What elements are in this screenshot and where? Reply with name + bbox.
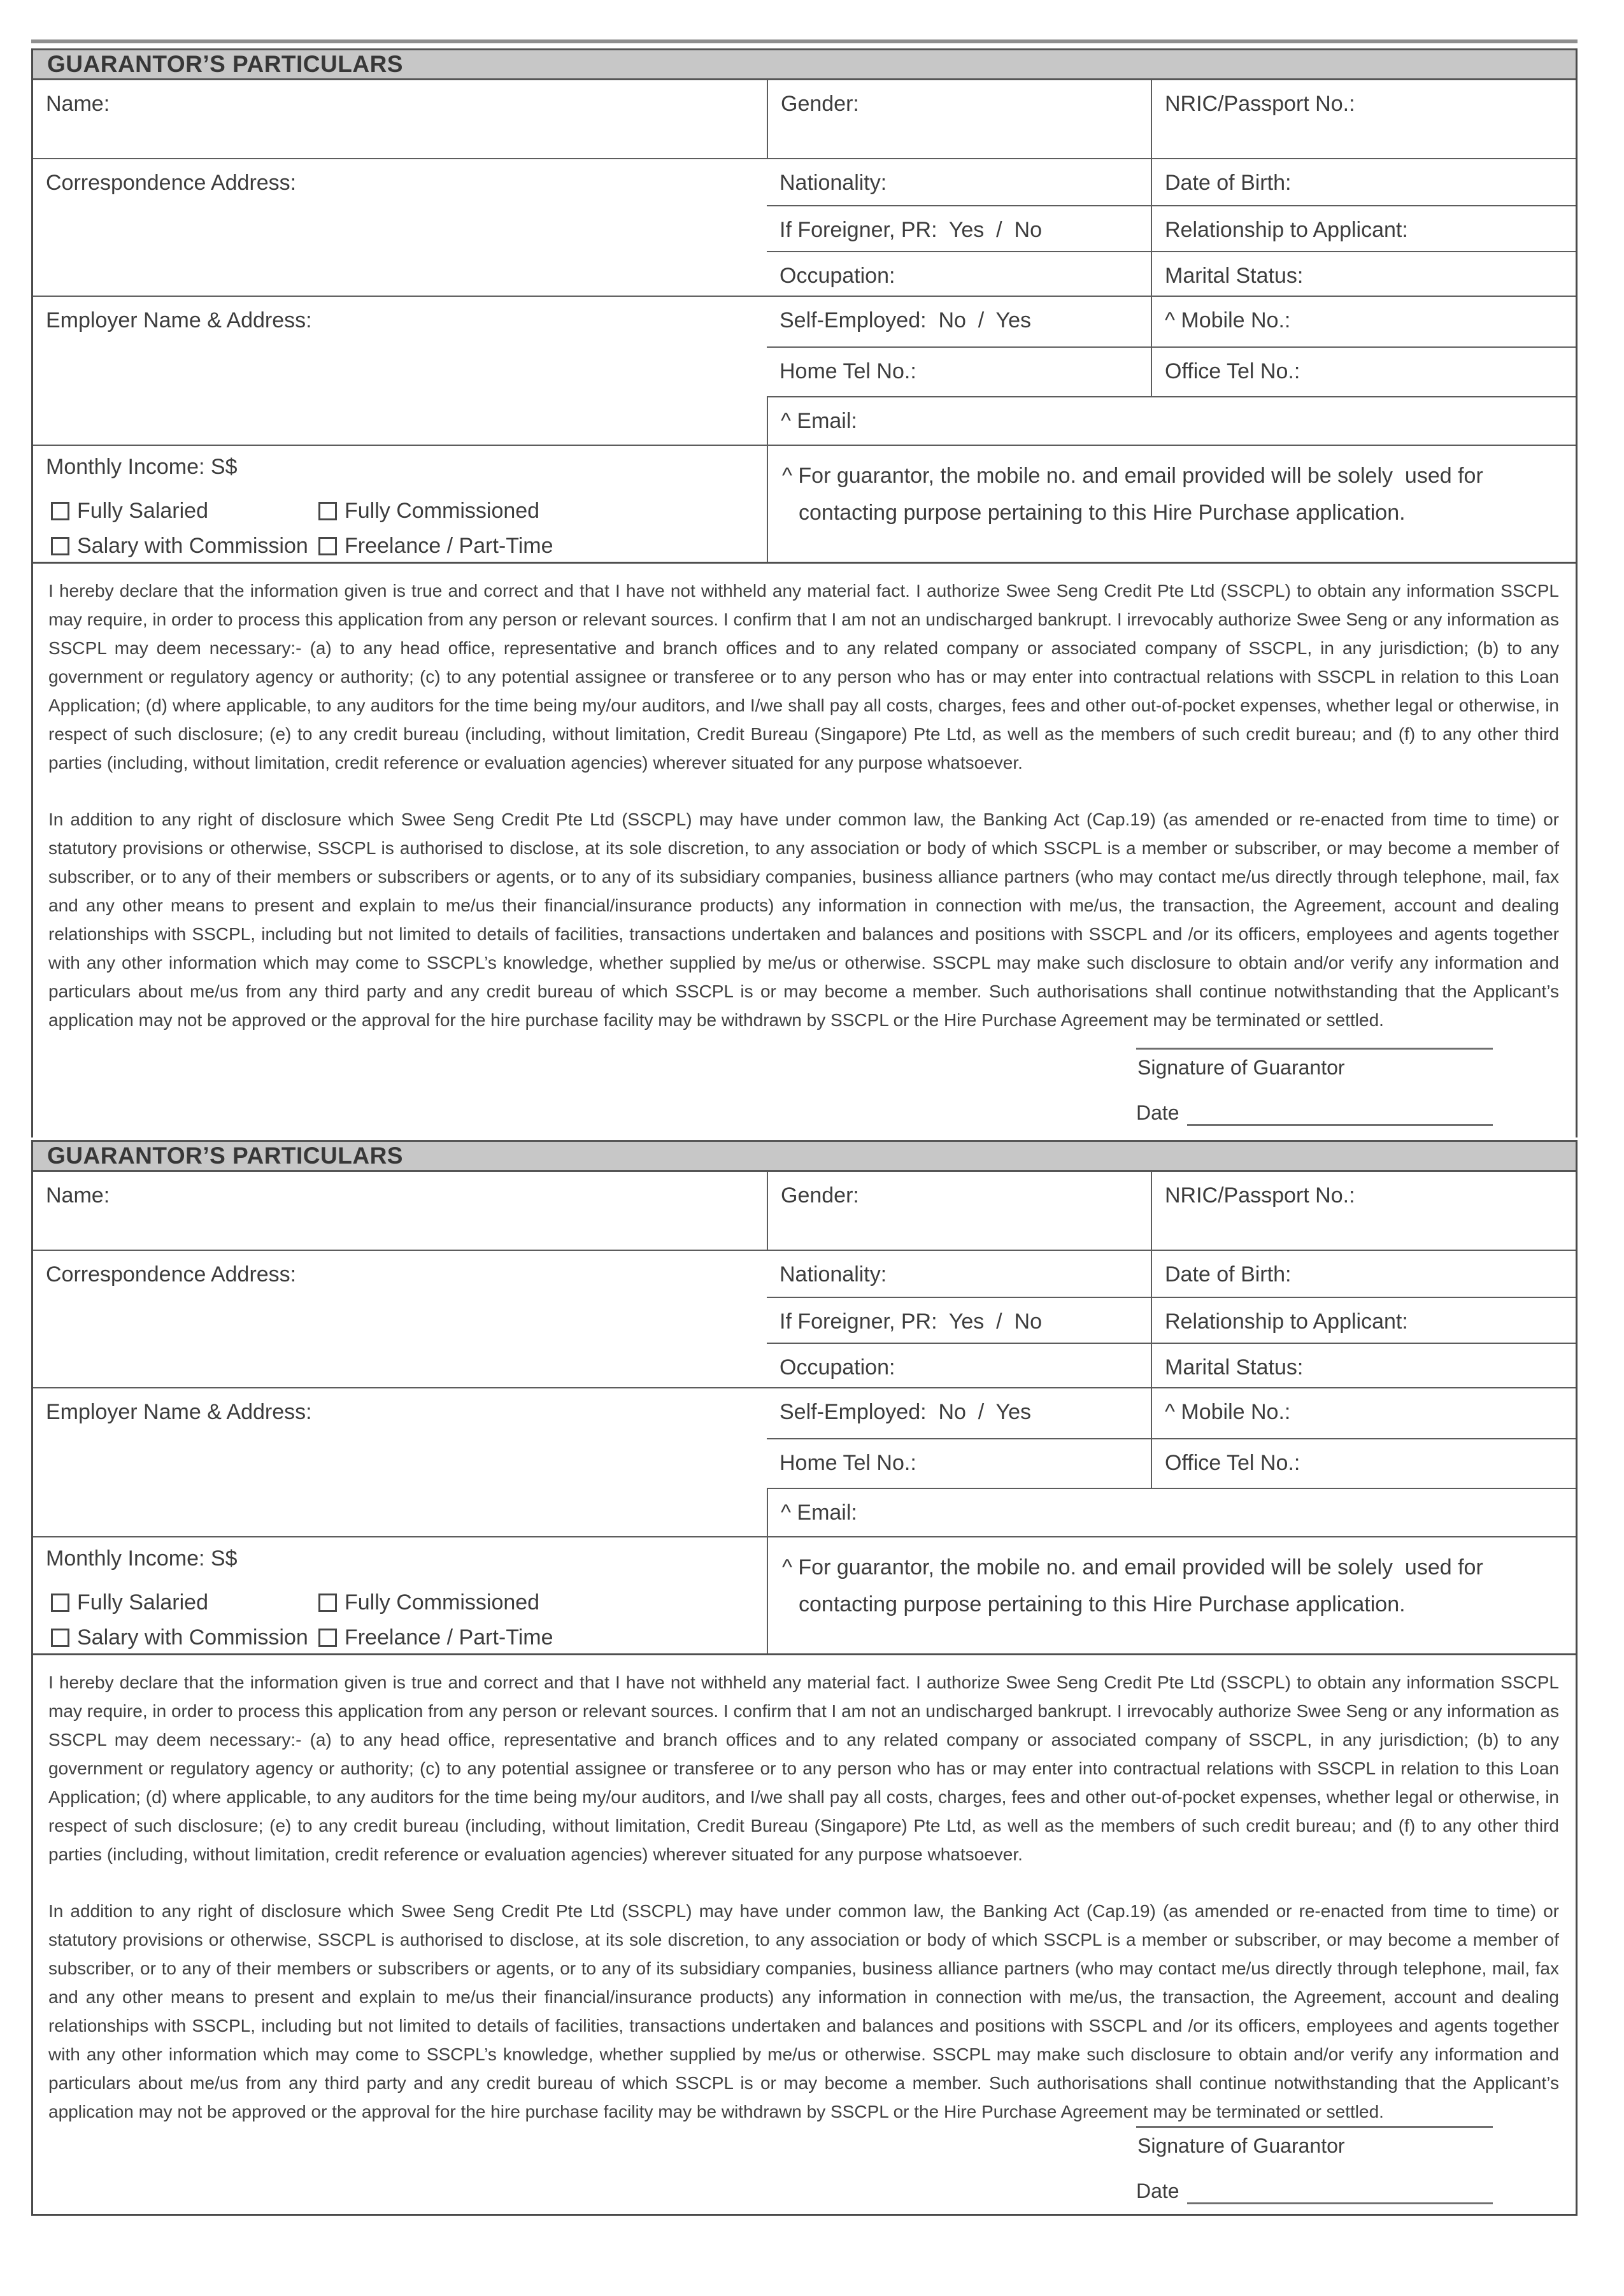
employer-cell	[33, 297, 767, 445]
self-employed-cell	[767, 297, 1151, 346]
monthly-income-cell	[33, 1537, 767, 1653]
correspondence-address-cell	[33, 1251, 767, 1387]
office-tel-label: Office Tel No.:	[1165, 1451, 1300, 1475]
email-label: ^ Email:	[781, 409, 857, 433]
signature-line	[1136, 1048, 1493, 1050]
occupation-cell	[767, 252, 1151, 297]
nric-cell	[1151, 80, 1576, 158]
employer-subgrid	[767, 1388, 1576, 1536]
correspondence-address-cell	[33, 159, 767, 296]
fully-salaried-checkbox[interactable]	[51, 1594, 69, 1612]
signature-block	[1136, 2126, 1493, 2204]
guarantor-section-1	[31, 48, 1578, 1137]
fully-commissioned-label: Fully Commissioned	[345, 499, 540, 523]
marital-status-label: Marital Status:	[1165, 264, 1304, 288]
employer-cell	[33, 1388, 767, 1536]
guarantor-form	[31, 39, 1578, 2216]
guarantor-note-text: ^ For guarantor, the mobile no. and email provided will be solely used for contacting purpose pertaining to this Hire Purchase application.	[782, 464, 1490, 525]
mobile-label: ^ Mobile No.:	[1165, 1400, 1291, 1424]
income-type-checkbox-group	[51, 499, 760, 559]
date-label: Date	[1136, 1101, 1179, 1124]
fully-commissioned-label: Fully Commissioned	[345, 1590, 540, 1615]
gender-cell	[767, 1172, 1151, 1250]
fully-salaried-checkbox[interactable]	[51, 502, 69, 520]
nationality-label: Nationality:	[780, 171, 887, 195]
dob-cell	[1151, 1251, 1576, 1297]
occupation-label: Occupation:	[780, 264, 895, 288]
nric-cell	[1151, 1172, 1576, 1250]
address-subgrid	[767, 1251, 1576, 1387]
email-cell	[767, 397, 1576, 446]
salary-with-commission-checkbox[interactable]	[51, 1629, 69, 1647]
marital-status-cell	[1151, 1344, 1576, 1388]
monthly-income-label: Monthly Income: S$	[46, 1546, 238, 1571]
gender-cell	[767, 80, 1151, 158]
occupation-cell	[767, 1344, 1151, 1388]
signature-label: Signature of Guarantor	[1137, 2134, 1345, 2157]
name-cell	[33, 1172, 767, 1250]
date-line	[1187, 2183, 1493, 2204]
home-tel-cell	[767, 348, 1151, 396]
dob-label: Date of Birth:	[1165, 171, 1292, 195]
checkbox-item-salary-with-commission	[51, 534, 318, 559]
checkbox-item-fully-commissioned	[318, 1590, 760, 1615]
signature-block	[1136, 1048, 1493, 1126]
fully-commissioned-checkbox[interactable]	[318, 1594, 337, 1612]
employer-subgrid	[767, 297, 1576, 445]
correspondence-address-label: Correspondence Address:	[46, 1262, 297, 1287]
nationality-label: Nationality:	[780, 1262, 887, 1287]
freelance-part-time-label: Freelance / Part-Time	[345, 1625, 553, 1650]
section-header	[33, 1140, 1576, 1172]
home-tel-label: Home Tel No.:	[780, 359, 916, 383]
row-selfemployed-mobile	[767, 1388, 1576, 1438]
employer-label: Employer Name & Address:	[46, 308, 312, 332]
date-label: Date	[1136, 2179, 1179, 2202]
name-label: Name:	[46, 92, 110, 116]
income-type-checkbox-group	[51, 1590, 760, 1650]
office-tel-cell	[1151, 348, 1576, 396]
row-employer-block	[33, 1387, 1576, 1536]
nric-label: NRIC/Passport No.:	[1165, 1183, 1355, 1208]
declaration-block	[33, 562, 1576, 1137]
declaration-paragraph-1: I hereby declare that the information given is true and correct and that I have not withheld any material fact. I authorize Swee Seng Credit Pte Ltd (SSCPL) to obtain any information SSCPL may require, in order to process this application from any person or relevant sources. I confirm that I am not an undischarged bankrupt. I irrevocably authorize Swee Seng or any information as SSCPL may deem necessary:- (a) to any head office, representative and branch offices and to any related company or associated company of SSCPL, in any jurisdiction; (b) to any government or regulatory agency or authority; (c) to any potential assignee or transferee or to any person who has or may enter into contractual relations with SSCPL in relation to this Loan Application; (d) where applicable, to any auditors for the time being my/our auditors, and I/we shall pay all costs, charges, fees and other out-of-pocket expenses, whether legal or otherwise, in respect of such disclosure; (e) to any credit bureau (including, without limitation, Credit Bureau (Singapore) Pte Ltd, as well as the members of such credit bureau; and (f) to any other third parties (including, without limitation, credit reference or evaluation agencies) wherever situated for any purpose whatsoever.	[48, 1672, 1559, 1864]
relationship-label: Relationship to Applicant:	[1165, 1309, 1408, 1334]
self-employed-label: Self-Employed: No / Yes	[780, 1400, 1031, 1424]
monthly-income-label: Monthly Income: S$	[46, 455, 238, 479]
row-email	[767, 396, 1576, 446]
salary-with-commission-checkbox[interactable]	[51, 537, 69, 555]
address-subgrid	[767, 159, 1576, 296]
mobile-cell	[1151, 1388, 1576, 1438]
fully-commissioned-checkbox[interactable]	[318, 502, 337, 520]
checkbox-item-freelance-part-time	[318, 1625, 760, 1650]
row-foreigner-relationship	[767, 205, 1576, 251]
home-tel-label: Home Tel No.:	[780, 1451, 916, 1475]
employer-label: Employer Name & Address:	[46, 1400, 312, 1424]
name-cell	[33, 80, 767, 158]
office-tel-cell	[1151, 1439, 1576, 1488]
row-name-gender-nric	[33, 80, 1576, 158]
checkbox-item-fully-commissioned	[318, 499, 760, 524]
foreigner-pr-label: If Foreigner, PR: Yes / No	[780, 218, 1042, 242]
dob-label: Date of Birth:	[1165, 1262, 1292, 1287]
checkbox-item-fully-salaried	[51, 1590, 318, 1615]
signature-label: Signature of Guarantor	[1137, 1056, 1345, 1079]
mobile-cell	[1151, 297, 1576, 346]
row-income-note	[33, 1536, 1576, 1653]
declaration-paragraph-1: I hereby declare that the information given is true and correct and that I have not withheld any material fact. I authorize Swee Seng Credit Pte Ltd (SSCPL) to obtain any information SSCPL may require, in order to process this application from any person or relevant sources. I confirm that I am not an undischarged bankrupt. I irrevocably authorize Swee Seng or any information as SSCPL may deem necessary:- (a) to any head office, representative and branch offices and to any related company or associated company of SSCPL, in any jurisdiction; (b) to any government or regulatory agency or authority; (c) to any potential assignee or transferee or to any person who has or may enter into contractual relations with SSCPL in relation to this Loan Application; (d) where applicable, to any auditors for the time being my/our auditors, and I/we shall pay all costs, charges, fees and other out-of-pocket expenses, whether legal or otherwise, in respect of such disclosure; (e) to any credit bureau (including, without limitation, Credit Bureau (Singapore) Pte Ltd, as well as the members of such credit bureau; and (f) to any other third parties (including, without limitation, credit reference or evaluation agencies) wherever situated for any purpose whatsoever.	[48, 581, 1559, 773]
checkbox-item-freelance-part-time	[318, 534, 760, 559]
foreigner-pr-cell	[767, 1298, 1151, 1343]
date-row	[1136, 1101, 1493, 1126]
guarantor-note-text: ^ For guarantor, the mobile no. and email provided will be solely used for contacting purpose pertaining to this Hire Purchase application.	[782, 1555, 1490, 1616]
section-header-title: GUARANTOR’S PARTICULARS	[47, 51, 403, 77]
row-hometel-officetel	[767, 1438, 1576, 1488]
email-label: ^ Email:	[781, 1501, 857, 1525]
row-selfemployed-mobile	[767, 297, 1576, 346]
gender-label: Gender:	[781, 1183, 859, 1208]
checkbox-item-salary-with-commission	[51, 1625, 318, 1650]
monthly-income-cell	[33, 446, 767, 562]
foreigner-pr-label: If Foreigner, PR: Yes / No	[780, 1309, 1042, 1334]
home-tel-cell	[767, 1439, 1151, 1488]
date-line	[1187, 1104, 1493, 1126]
declaration-block	[33, 1653, 1576, 2214]
mobile-label: ^ Mobile No.:	[1165, 308, 1291, 332]
nric-label: NRIC/Passport No.:	[1165, 92, 1355, 116]
row-nationality-dob	[767, 1251, 1576, 1297]
row-employer-block	[33, 296, 1576, 445]
row-address-block	[33, 1250, 1576, 1387]
name-label: Name:	[46, 1183, 110, 1208]
marital-status-cell	[1151, 252, 1576, 297]
section-header-title: GUARANTOR’S PARTICULARS	[47, 1143, 403, 1169]
relationship-cell	[1151, 1298, 1576, 1343]
declaration-paragraph-2: In addition to any right of disclosure which Swee Seng Credit Pte Ltd (SSCPL) may have under common law, the Banking Act (Cap.19) (as amended or re-enacted from time to time) or statutory provisions or otherwise, SSCPL is authorised to disclose, at its sole discretion, to any association or body of which SSCPL is a member or subscriber, or may become a member of subscriber, or to any of their members or subscribers or agents, or to any of its subsidiary companies, business alliance partners (who may contact me/us directly through telephone, mail, fax and any other means to present and explain to me/us their financial/insurance products) any information in connection with me/us, the transaction, the Agreement, account and dealing relationships with SSCPL, including but not limited to details of facilities, transactions undertaken and balances and positions with SSCPL and /or its officers, employees and agents together with any other information which may come to SSCPL’s knowledge, whether supplied by me/us or otherwise. SSCPL may make such disclosure to obtain and/or verify any information and particulars about me/us from any third party and any credit bureau of which SSCPL is or may become a member. Such authorisations shall continue notwithstanding that the Applicant’s application may not be approved or the approval for the hire purchase facility may be withdrawn by SSCPL or the Hire Purchase Agreement may be terminated or settled.	[48, 809, 1559, 1030]
freelance-part-time-label: Freelance / Part-Time	[345, 534, 553, 558]
row-address-block	[33, 158, 1576, 296]
foreigner-pr-cell	[767, 206, 1151, 251]
salary-with-commission-label: Salary with Commission	[77, 534, 308, 558]
correspondence-address-label: Correspondence Address:	[46, 171, 297, 195]
self-employed-cell	[767, 1388, 1151, 1438]
relationship-cell	[1151, 206, 1576, 251]
freelance-part-time-checkbox[interactable]	[318, 1629, 337, 1647]
guarantor-note-cell	[767, 1537, 1576, 1653]
fully-salaried-label: Fully Salaried	[77, 1590, 208, 1615]
relationship-label: Relationship to Applicant:	[1165, 218, 1408, 242]
nationality-cell	[767, 1251, 1151, 1297]
date-row	[1136, 2179, 1493, 2204]
email-cell	[767, 1489, 1576, 1537]
row-email	[767, 1488, 1576, 1537]
fully-salaried-label: Fully Salaried	[77, 499, 208, 523]
section-header	[33, 48, 1576, 80]
checkbox-item-fully-salaried	[51, 499, 318, 524]
row-occupation-marital	[767, 1343, 1576, 1388]
salary-with-commission-label: Salary with Commission	[77, 1625, 308, 1650]
freelance-part-time-checkbox[interactable]	[318, 537, 337, 555]
occupation-label: Occupation:	[780, 1355, 895, 1380]
row-income-note	[33, 445, 1576, 562]
row-foreigner-relationship	[767, 1297, 1576, 1343]
row-hometel-officetel	[767, 346, 1576, 396]
row-nationality-dob	[767, 159, 1576, 205]
row-occupation-marital	[767, 251, 1576, 297]
guarantor-note-cell	[767, 446, 1576, 562]
guarantor-section-2	[31, 1140, 1578, 2216]
signature-line	[1136, 2126, 1493, 2128]
row-name-gender-nric	[33, 1172, 1576, 1250]
top-divider-rule	[31, 39, 1578, 43]
nationality-cell	[767, 159, 1151, 205]
office-tel-label: Office Tel No.:	[1165, 359, 1300, 383]
marital-status-label: Marital Status:	[1165, 1355, 1304, 1380]
self-employed-label: Self-Employed: No / Yes	[780, 308, 1031, 332]
declaration-paragraph-2: In addition to any right of disclosure which Swee Seng Credit Pte Ltd (SSCPL) may have under common law, the Banking Act (Cap.19) (as amended or re-enacted from time to time) or statutory provisions or otherwise, SSCPL is authorised to disclose, at its sole discretion, to any association or body of which SSCPL is a member or subscriber, or may become a member of subscriber, or to any of their members or subscribers or agents, or to any of its subsidiary companies, business alliance partners (who may contact me/us directly through telephone, mail, fax and any other means to present and explain to me/us their financial/insurance products) any information in connection with me/us, the transaction, the Agreement, account and dealing relationships with SSCPL, including but not limited to details of facilities, transactions undertaken and balances and positions with SSCPL and /or its officers, employees and agents together with any other information which may come to SSCPL’s knowledge, whether supplied by me/us or otherwise. SSCPL may make such disclosure to obtain and/or verify any information and particulars about me/us from any third party and any credit bureau of which SSCPL is or may become a member. Such authorisations shall continue notwithstanding that the Applicant’s application may not be approved or the approval for the hire purchase facility may be withdrawn by SSCPL or the Hire Purchase Agreement may be terminated or settled.	[48, 1901, 1559, 2121]
dob-cell	[1151, 159, 1576, 205]
gender-label: Gender:	[781, 92, 859, 116]
